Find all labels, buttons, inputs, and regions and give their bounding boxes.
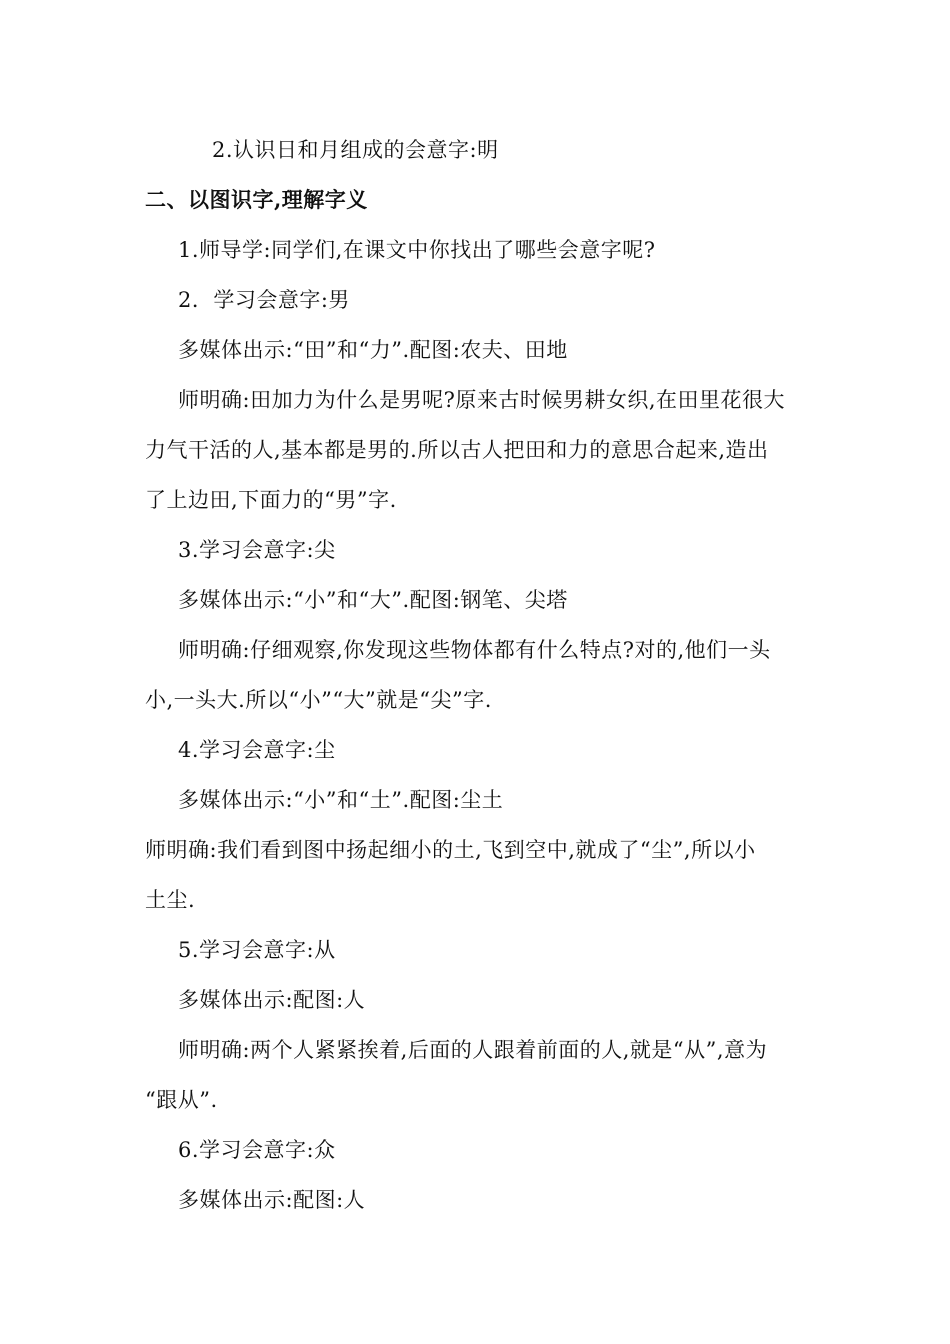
paragraph-explain-chen-2: 土尘. <box>145 888 196 912</box>
list-item-learn-cong: 5.学习会意字:从 <box>178 938 336 962</box>
paragraph-explain-jian-1: 师明确:仔细观察,你发现这些物体都有什么特点?对的,他们一头 <box>178 638 771 662</box>
paragraph-media-chen: 多媒体出示:“小”和“土”.配图:尘土 <box>178 788 504 812</box>
list-item-learn-nan: 2．学习会意字:男 <box>178 288 350 312</box>
paragraph-media-zhong: 多媒体出示:配图:人 <box>178 1188 366 1212</box>
paragraph-explain-nan-1: 师明确:田加力为什么是男呢?原来古时候男耕女织,在田里花很大 <box>178 388 786 412</box>
list-item-learn-chen: 4.学习会意字:尘 <box>178 738 336 762</box>
list-item-learn-zhong: 6.学习会意字:众 <box>178 1138 336 1162</box>
paragraph-media-cong: 多媒体出示:配图:人 <box>178 988 366 1012</box>
list-item-recognize-ming: 2.认识日和月组成的会意字:明 <box>212 138 499 162</box>
paragraph-explain-chen-1: 师明确:我们看到图中扬起细小的土,飞到空中,就成了“尘”,所以小 <box>145 838 756 862</box>
list-item-learn-jian: 3.学习会意字:尖 <box>178 538 336 562</box>
list-item-teacher-guide: 1.师导学:同学们,在课文中你找出了哪些会意字呢? <box>178 238 656 262</box>
paragraph-explain-cong-2: “跟从”. <box>145 1088 218 1112</box>
paragraph-media-nan: 多媒体出示:“田”和“力”.配图:农夫、田地 <box>178 338 568 362</box>
paragraph-explain-jian-2: 小,一头大.所以“小”“大”就是“尖”字. <box>145 688 492 712</box>
paragraph-explain-nan-3: 了上边田,下面力的“男”字. <box>145 488 397 512</box>
section-heading-two: 二、以图识字,理解字义 <box>145 187 368 212</box>
paragraph-explain-nan-2: 力气干活的人,基本都是男的.所以古人把田和力的意思合起来,造出 <box>145 438 769 462</box>
paragraph-explain-cong-1: 师明确:两个人紧紧挨着,后面的人跟着前面的人,就是“从”,意为 <box>178 1038 768 1062</box>
paragraph-media-jian: 多媒体出示:“小”和“大”.配图:钢笔、尖塔 <box>178 588 568 612</box>
